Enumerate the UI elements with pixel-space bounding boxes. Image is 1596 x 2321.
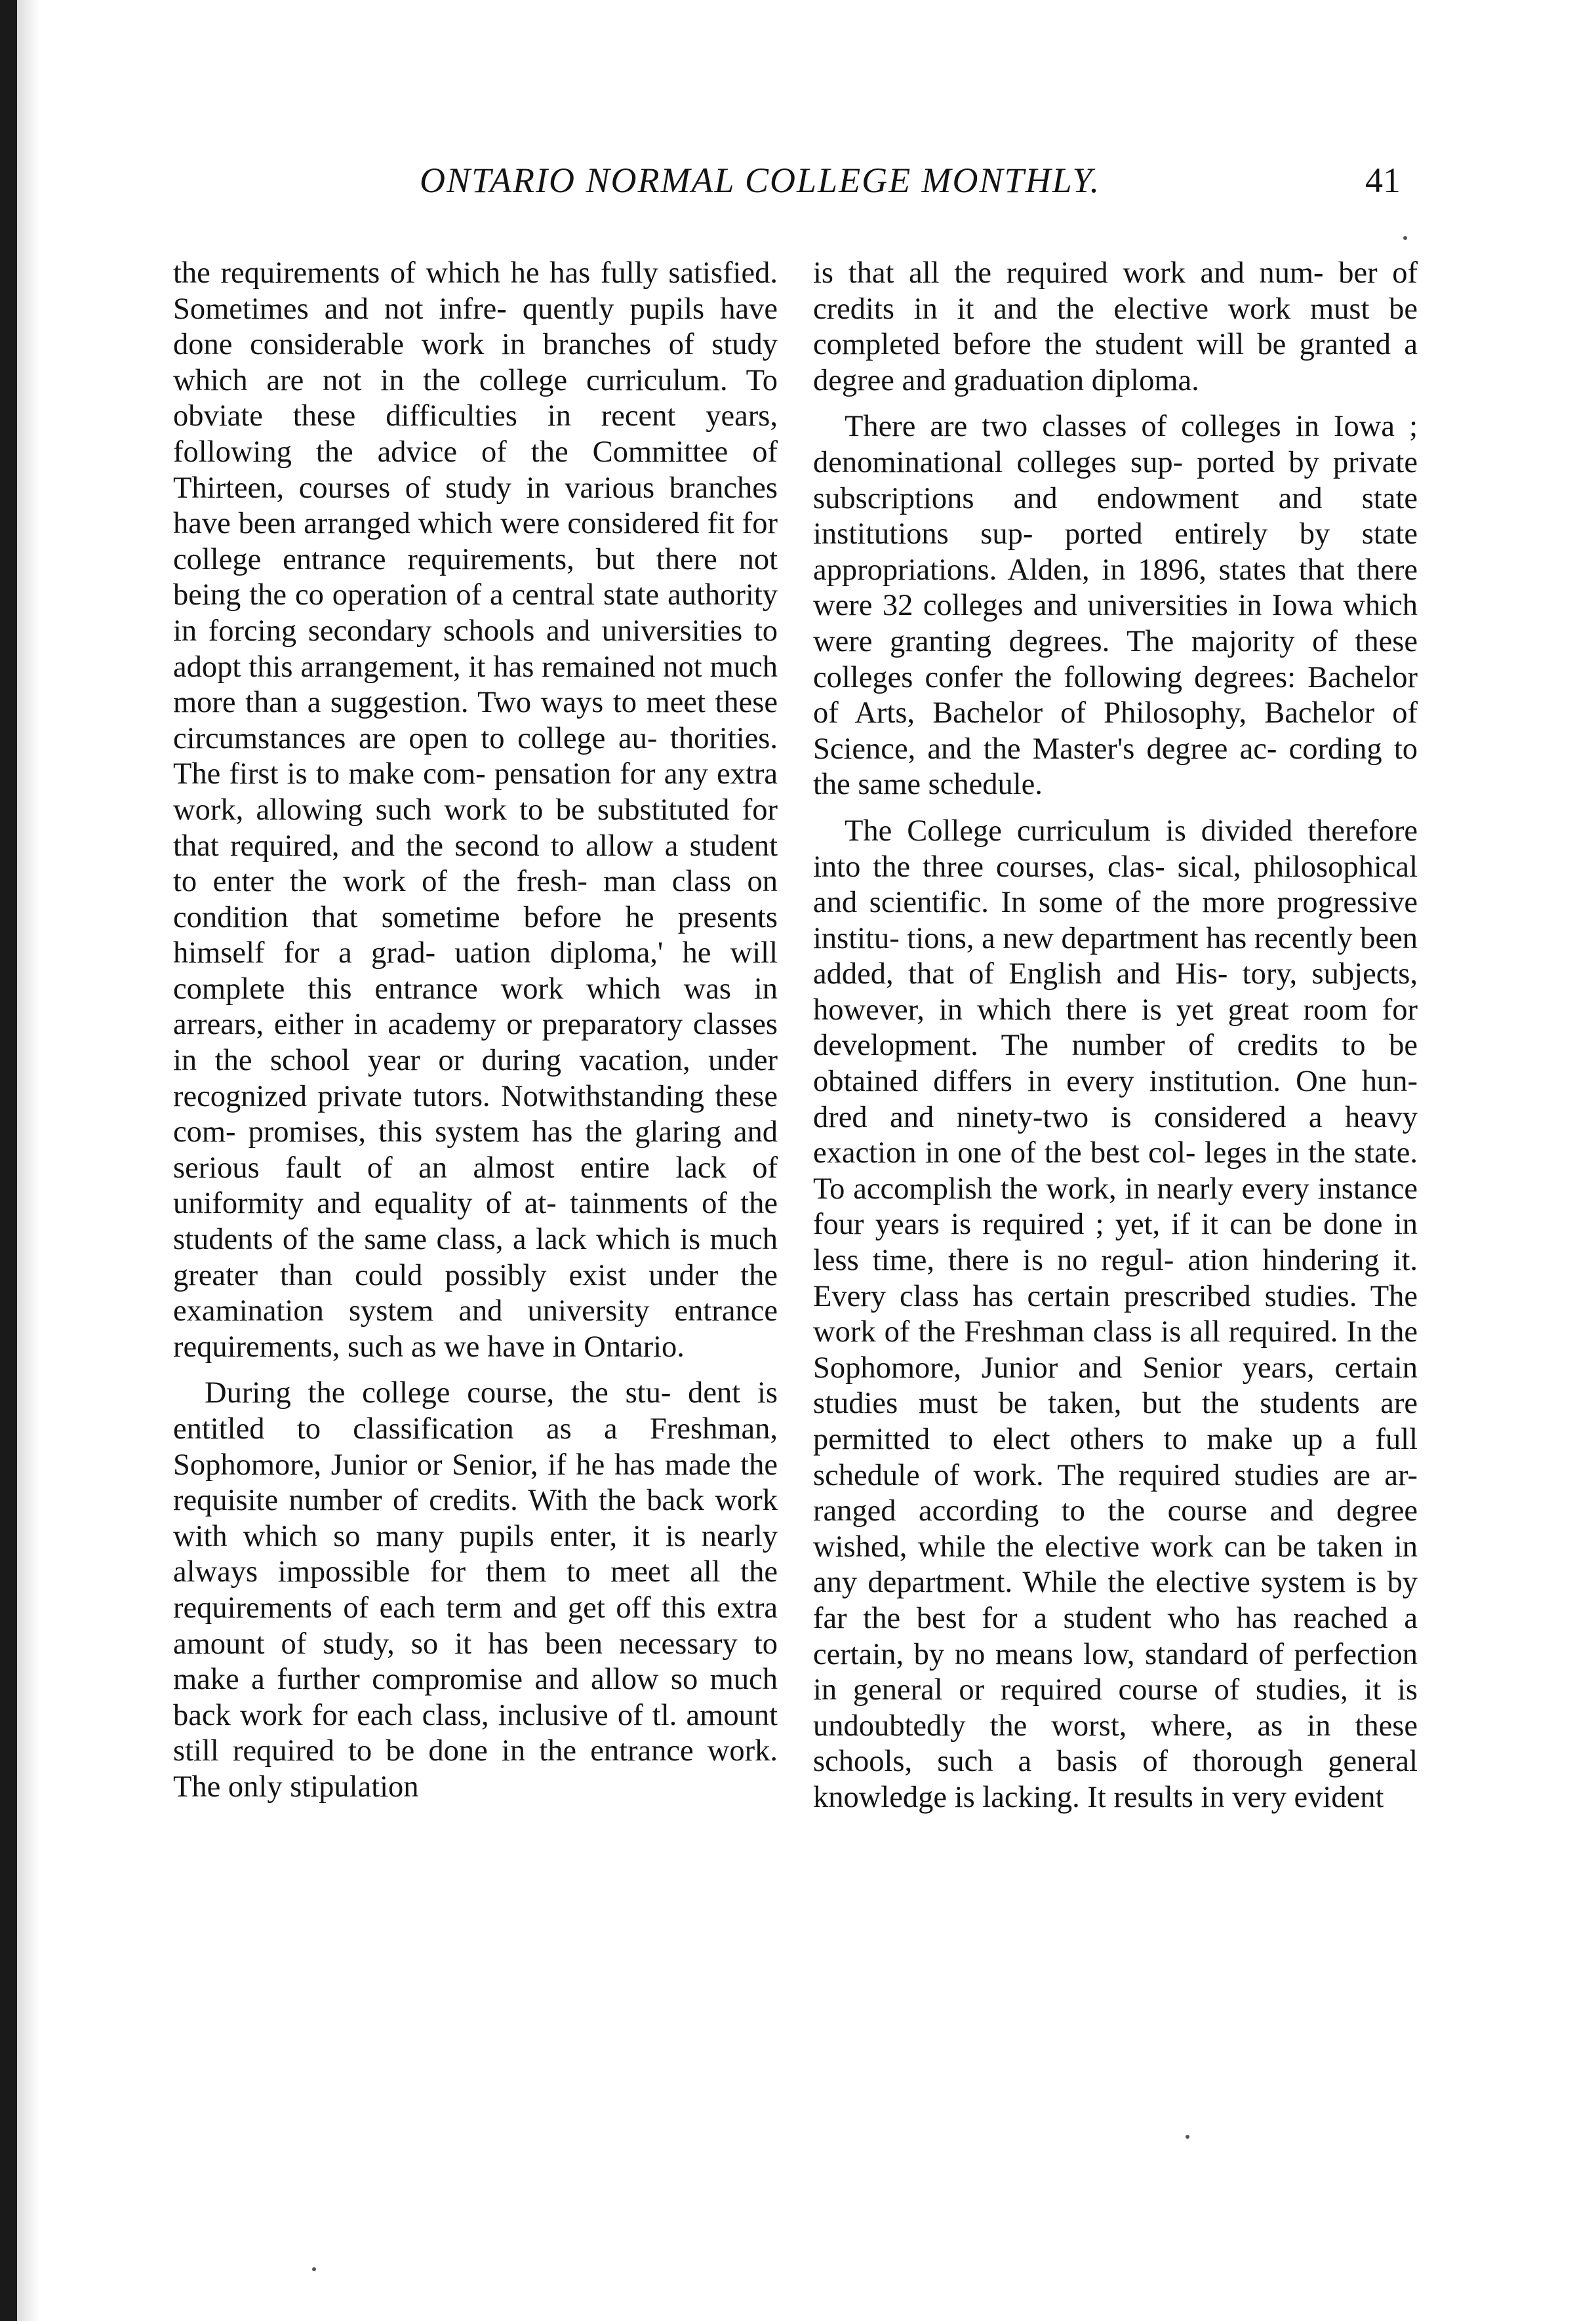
scan-speck (312, 2267, 316, 2271)
scan-speck (1186, 2135, 1189, 2139)
right-column (813, 256, 1418, 1827)
left-column (173, 256, 778, 1816)
scan-binding-edge (0, 0, 17, 2321)
running-title: ONTARIO NORMAL COLLEGE MONTHLY. (420, 161, 1101, 200)
left-paragraph-1: the requirements of which he has fully satisfied. Sometimes and not infre- quently pupils have done considerable work in branches of study which are not in the college curriculum. To obviate these difficulties in recent years, following the advice of the Committee of Thirteen, courses of study in various branches have been arranged which were considered fit for college entrance requirements, but there not being the co operation of a central state authority in forcing secondary schools and universities to adopt this arrangement, it has remained not much more than a suggestion. Two ways to meet these circumstances are open to college au- thorities. The first is to make com- pensation for any extra work, allowing such work to be substituted for that required, and the second to allow a student to enter the work of the fresh- man class on condition that sometime before he presents himself for a grad- uation diploma,' he will complete this entrance work which was in arrears, either in academy or preparatory classes in the school year or during vacation, under recognized private tutors. Notwithstanding these com- promises, this system has the glaring and serious fault of an almost entire lack of uniformity and equality of at- tainments of the students of the same class, a lack which is much greater than could possibly exist under the examination system and university entrance requirements, such as we have in Ontario. (173, 256, 778, 1364)
left-paragraph-2: During the college course, the stu- dent is entitled to classification as a Freshman, Sophomore, Junior or Senior, if he has made the requisite number of credits. With the back work with which so many pupils enter, it is nearly always impossible for them to meet all the requirements of each term and get off this extra amount of study, so it has been necessary to make a further compromise and allow so much back work for each class, inclusive of tl. amount still required to be done in the entrance work. The only stipulation (173, 1376, 778, 1804)
right-paragraph-1: is that all the required work and num- ber of credits in it and the elective work must be completed before the student will be granted a degree and graduation diploma. (813, 256, 1418, 397)
right-paragraph-2: There are two classes of colleges in Iowa ; denominational colleges sup- ported by private subscriptions and endowment and state institutions sup- ported entirely by state appropriations. Alden, in 1896, states that there were 32 colleges and universities in Iowa which were granting degrees. The majority of these colleges confer the following degrees: Bachelor of Arts, Bachelor of Philosophy, Bachelor of Science, and the Master's degree ac- cording to the same schedule. (813, 410, 1418, 802)
right-paragraph-3: The College curriculum is divided therefore into the three courses, clas- sical, philosophical and scientific. In some of the more progressive institu- tions, a new department has recently been added, that of English and His- tory, subjects, however, in which there is yet great room for development. The number of credits to be obtained differs in every institution. One hun- dred and ninety-two is considered a heavy exaction in one of the best col- leges in the state. To accomplish the work, in nearly every instance four years is required ; yet, if it can be done in less time, there is no regul- ation hindering it. Every class has certain prescribed studies. The work of the Freshman class is all required. In the Sophomore, Junior and Senior years, certain studies must be taken, but the students are permitted to elect others to make up a full schedule of work. The required studies are ar- ranged according to the course and degree wished, while the elective work can be taken in any department. While the elective system is by far the best for a student who has reached a certain, by no means low, standard of perfection in general or required course of studies, it is undoubtedly the worst, where, as in these schools, such a basis of thorough general knowledge is lacking. It results in very evident (813, 814, 1418, 1814)
page-number: 41 (1365, 161, 1401, 200)
scan-binding-shadow (17, 0, 39, 2321)
scan-speck (1403, 236, 1407, 240)
